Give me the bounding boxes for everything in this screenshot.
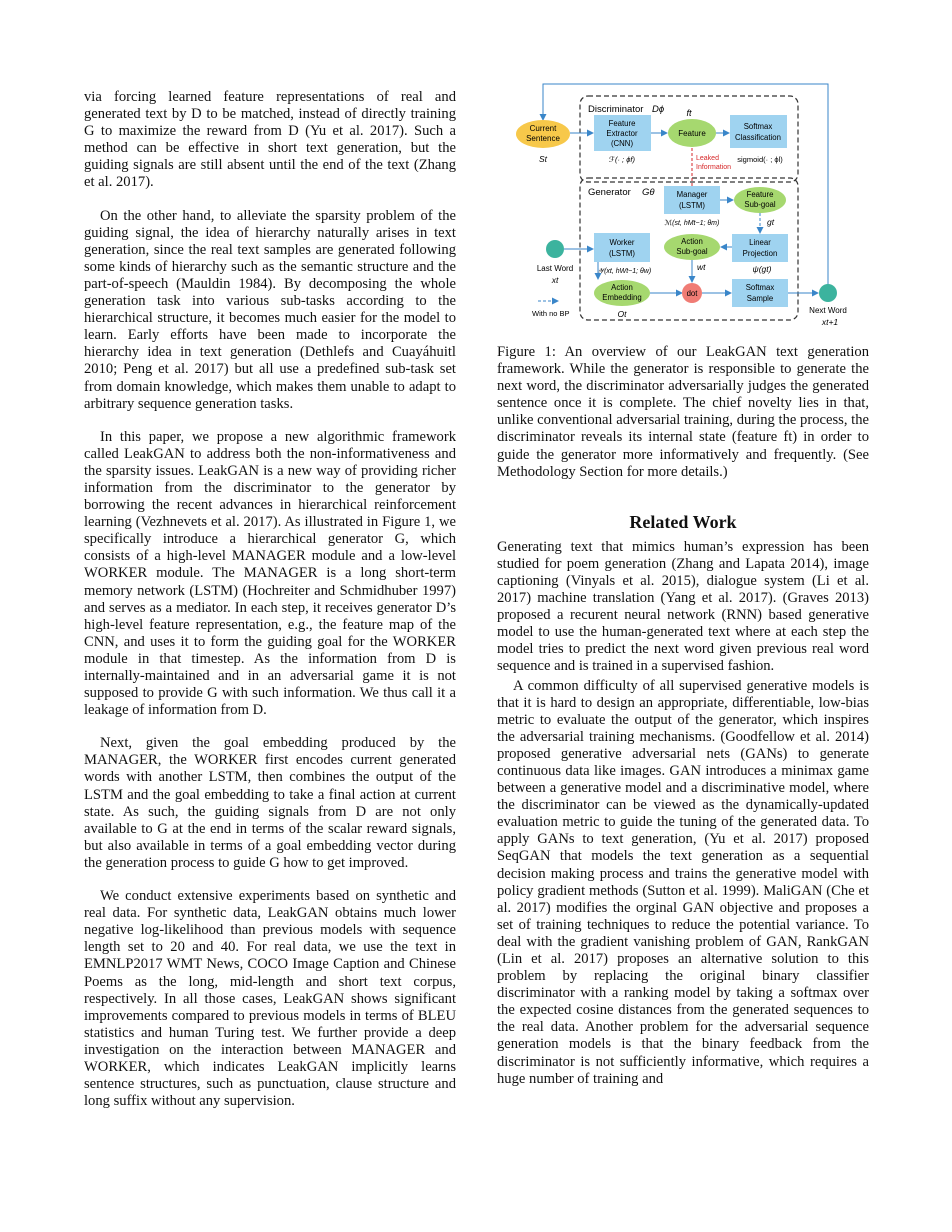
with-no-bp-text: With no BP — [532, 309, 570, 318]
next-word-symbol: xt+1 — [821, 317, 839, 327]
manager-text: (LSTM) — [679, 201, 705, 210]
paragraph: Generating text that mimics human’s expression has been studied for poem generation (Zhang and Lapata 2014), image captioning (Vinyals et al. 2015), dialogue system (Li et al. 2017) machine translation (Yang et al. 2017). (Graves 2013) proposed a recurent neural network (RNN) based generative model to use the human-generated text where at each step the model tries to predict the next word given previous real word sequence and is trained in a supervised fashion. — [497, 538, 869, 675]
dot-text: dot — [686, 289, 698, 298]
figure-caption: Figure 1: An overview of our LeakGAN text generation framework. While the generator is responsible to generate the next word, the discriminator adversarially judges the generated sentence once it is complete. The chief novelty lies in that, unlike conventional adversarial training, during the process, the discriminator reveals its internal state (feature ft) in order to guide the generator more informatively and frequently. (See Methodology Section for more details.) — [497, 344, 869, 480]
leakgan-figure — [510, 82, 870, 337]
action-subgoal-symbol: wt — [697, 262, 706, 272]
paragraph: A common difficulty of all supervised generative models is that it is hard to design an appropriate, differentiable, low-bias metric to evaluate the output of the generator, which inspires the adversarial training mechanisms. (Goodfellow et al. 2014) proposed generative adversarial nets (GANs) to generate continuous data like images. GAN introduces a minimax game between a generative model and a discriminative model, where the discriminator can be viewed as the dynamically-updated evaluation metric to guide the tuning of the generated data. To apply GANs to text generation, (Yu et al. 2017) proposed SeqGAN that models the text generation as a sequential decision making process and trains the generative model with policy gradient methods (Sutton et al. 1999). MaliGAN (Che et al. 2017) modifies the orginal GAN objective and proposes a set of training techniques to reduce the potential variance. To deal with the gradient vanishing problem of GAN, RankGAN (Lin et al. 2017) proposes an alternative solution to this problem by replacing the original binary classifier discriminator with a ranking model by taking a softmax over the expected cosine distances from the generated sequences to the real data. Another problem for the adversarial sequence generation models is that the binary feedback from the discriminator is not sufficiently informative, which requires a huge number of training and — [497, 677, 869, 1087]
feature-subgoal-symbol: gt — [767, 217, 775, 227]
action-subgoal-text: Sub-goal — [676, 247, 708, 256]
current-sentence-text-2: Sentence — [526, 134, 560, 143]
worker-text: Worker — [609, 238, 635, 247]
feature-extractor-symbol: ℱ(· ; ϕf) — [609, 155, 635, 164]
next-word-text: Next Word — [809, 306, 847, 315]
leaked-information-text: Leaked — [696, 155, 719, 162]
linear-projection-text: Linear — [749, 238, 771, 247]
manager-symbol: ℳ(st, hMt−1; θm) — [664, 220, 720, 227]
generator-symbol: Gθ — [642, 187, 655, 198]
last-word-node — [546, 240, 564, 258]
current-sentence-symbol: St — [538, 154, 548, 164]
worker-symbol: 𝒲(xt, hWt−1; θw) — [596, 268, 652, 275]
paragraph: In this paper, we propose a new algorithmic framework called LeakGAN to address both the non-informativeness and the sparsity issues. LeakGAN is a new way of providing richer information from the discriminator to the generator by borrowing the recent advances in hierarchical reinforcement learning (Vezhnevets et al. 2017). As illustrated in Figure 1, we specifically introduce a hierarchical generator G, which consists of a high-level MANAGER module and a low-level WORKER module. The MANAGER is a long short-term memory network (LSTM) (Hochreiter and Schmidhuber 1997) and serves as a mediator. In each step, it receives generator D’s high-level feature representation, e.g., the feature map of the CNN, and uses it to form the guiding goal for the WORKER module in that timestep. As the information from D is internally-maintained and in an adversarial game it is not supposed to provide G with such information. We thus call it a leakage of information from D. — [84, 428, 456, 719]
last-word-text: Last Word — [536, 264, 574, 273]
action-embedding-symbol: Ot — [617, 309, 627, 319]
discriminator-symbol: Dϕ — [652, 104, 665, 115]
action-embedding-text: Action — [611, 283, 633, 292]
paragraph: Next, given the goal embedding produced by the MANAGER, the WORKER first encodes current generated words with another LSTM, then combines the output of the LSTM and the goal embedding to take a final action at current state. As such, the guiding signals from D are not only available to G at the end in terms of the scalar reward signals, but also available in terms of a goal embedding vector during the generation process to guide G how to get improved. — [84, 735, 456, 871]
linear-projection-text: Projection — [742, 249, 778, 258]
feature-extractor-text: Feature — [608, 119, 636, 128]
feature-extractor-text: (CNN) — [610, 139, 634, 148]
feature-extractor-text: Extractor — [606, 129, 638, 138]
action-embedding-text: Embedding — [602, 293, 642, 302]
linear-projection-symbol: ψ(gt) — [752, 264, 772, 274]
paragraph: via forcing learned feature representations of real and generated text by D to be matched, instead of directly training G to maximize the reward from D (Yu et al. 2017). Such a method can be effective in short text generation, but the guiding signals are still absent until the end of the text (Zhang et al. 2017). — [84, 89, 456, 191]
paragraph: On the other hand, to alleviate the sparsity problem of the guiding signal, the idea of hierarchy naturally arises in text generation, since the real text samples are generated following some kinds of hierarchy such as the semantic structure and the part-of-speech (Mauldin 1984). By decomposing the whole generation task into various sub-tasks according to the hierarchical structure, it becomes much easier for the model to learn. Early efforts have been made to incorporate the hierarchy idea in text generation (Dethlefs and Cuayáhuitl 2010; Peng et al. 2017) but all use a predefined sub-task set from domain knowledge, which makes them unable to adapt to arbitrary sequence generation tasks. — [84, 207, 456, 412]
action-subgoal-text: Action — [681, 237, 703, 246]
softmax-classification-box — [730, 115, 787, 148]
softmax-sample-text: Softmax — [745, 283, 775, 292]
feature-subgoal-text: Sub-goal — [744, 200, 776, 209]
generator-label: Generator — [588, 187, 631, 198]
worker-text: (LSTM) — [609, 249, 635, 258]
last-word-symbol: xt — [551, 275, 559, 285]
left-column — [84, 89, 456, 1126]
discriminator-label: Discriminator — [588, 104, 644, 115]
manager-text: Manager — [676, 190, 708, 199]
feature-text: Feature — [678, 129, 706, 138]
next-word-node — [819, 284, 837, 302]
softmax-sample-text: Sample — [746, 294, 774, 303]
softmax-classification-text: Classification — [735, 133, 781, 142]
softmax-classification-symbol: sigmoid(· ; ϕl) — [737, 155, 783, 164]
feature-subgoal-text: Feature — [746, 190, 774, 199]
right-column — [497, 344, 869, 1104]
feature-symbol: ft — [686, 108, 692, 118]
softmax-classification-text: Softmax — [743, 122, 773, 131]
current-sentence-text-1: Current — [529, 124, 557, 133]
section-title: Related Work — [629, 511, 737, 532]
leaked-information-text: Information — [696, 164, 732, 171]
paragraph: We conduct extensive experiments based on synthetic and real data. For synthetic data, LeakGAN obtains much lower negative log-likelihood than previous models with sequence length set to 20 and 40. For real data, we use the text in EMNLP2017 WMT News, COCO Image Caption and Chinese Poems as the long, mid-length and short text corpus, respectively. In all those cases, LeakGAN shows significant improvements compared to previous models in terms of BLEU statistics and human Turing test. We further provide a deep investigation on the interaction between MANAGER and WORKER, which indicates LeakGAN implicitly learns sentence structures, such as punctuation, clause structure and long suffix without any supervision. — [84, 888, 456, 1110]
